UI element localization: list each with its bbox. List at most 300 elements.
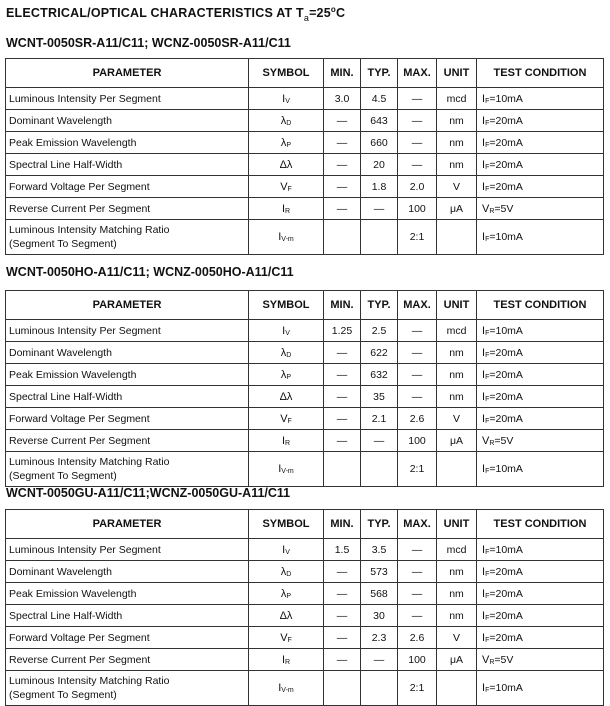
- dash-mark: —: [373, 653, 385, 666]
- min-cell: [324, 452, 361, 487]
- max-cell: [398, 88, 437, 110]
- condition-subscript: F: [485, 185, 490, 193]
- unit-cell: [437, 154, 477, 176]
- test-condition-cell: [477, 605, 604, 627]
- header-symbol: SYMBOL: [249, 510, 324, 539]
- typ-cell: [361, 176, 398, 198]
- typ-cell: [361, 342, 398, 364]
- condition-subscript: F: [485, 163, 490, 171]
- parameter-cell: [6, 320, 249, 342]
- parameter-cell: [6, 627, 249, 649]
- condition-subscript: F: [485, 592, 490, 600]
- condition-subscript: F: [485, 119, 490, 127]
- parameter-label: Reverse Current Per Segment: [9, 434, 151, 447]
- test-condition-cell: [477, 561, 604, 583]
- dash-mark: —: [411, 368, 423, 381]
- unit-cell: [437, 220, 477, 255]
- max-cell: [398, 430, 437, 452]
- dash-mark: —: [336, 114, 348, 127]
- parameter-label: Spectral Line Half-Width: [9, 390, 123, 403]
- typ-cell: [361, 132, 398, 154]
- min-cell: [324, 430, 361, 452]
- dash-mark: —: [336, 346, 348, 359]
- parameter-label: Spectral Line Half-Width: [9, 158, 123, 171]
- unit-value: V: [452, 631, 460, 644]
- symbol-subscript: V: [285, 97, 290, 105]
- test-condition-cell: [477, 430, 604, 452]
- unit-value: nm: [449, 158, 464, 171]
- table-row: [6, 132, 604, 154]
- typ-value: 568: [370, 587, 388, 600]
- header-test-condition: TEST CONDITION: [477, 510, 604, 539]
- max-value: 2:1: [409, 682, 425, 694]
- unit-cell: [437, 320, 477, 342]
- symbol-cell: [249, 561, 324, 583]
- section-title: WCNT-0050GU-A11/C11;WCNZ-0050GU-A11/C11: [6, 486, 291, 500]
- symbol-main: I: [282, 543, 286, 556]
- parameter-cell: [6, 408, 249, 430]
- dash-mark: —: [336, 158, 348, 171]
- condition-subscript: F: [485, 687, 490, 694]
- typ-cell: [361, 561, 398, 583]
- min-value: 1.5: [334, 543, 350, 556]
- max-value: 100: [408, 202, 426, 215]
- test-condition-cell: [477, 176, 604, 198]
- unit-cell: [437, 605, 477, 627]
- header-unit: UNIT: [437, 291, 477, 320]
- condition-subscript: F: [485, 614, 490, 622]
- table-row: [6, 430, 604, 452]
- symbol-subscript: F: [287, 417, 292, 425]
- unit-cell: [437, 649, 477, 671]
- typ-cell: [361, 539, 398, 561]
- unit-value: mcd: [446, 324, 467, 337]
- condition-value: =20mA: [489, 368, 523, 381]
- unit-cell: [437, 176, 477, 198]
- typ-value: 573: [370, 565, 388, 578]
- parameter-label: Dominant Wavelength: [9, 565, 112, 578]
- max-value: 2.6: [409, 631, 425, 644]
- symbol-subscript: V-m: [281, 236, 294, 243]
- unit-value: nm: [449, 114, 464, 127]
- symbol-main: λ: [280, 136, 287, 149]
- condition-value: =20mA: [489, 587, 523, 600]
- unit-cell: [437, 408, 477, 430]
- min-cell: [324, 176, 361, 198]
- table-row: [6, 220, 604, 255]
- test-condition-cell: [477, 539, 604, 561]
- table-row: [6, 88, 604, 110]
- unit-value: nm: [449, 609, 464, 622]
- table-row: [6, 452, 604, 487]
- min-cell: [324, 649, 361, 671]
- condition-symbol: I: [482, 180, 486, 193]
- parameter-cell: [6, 220, 249, 255]
- parameter-cell: [6, 649, 249, 671]
- min-cell: [324, 88, 361, 110]
- symbol-subscript: D: [286, 570, 292, 578]
- parameter-line: Luminous Intensity Matching Ratio: [9, 224, 170, 236]
- max-cell: [398, 605, 437, 627]
- min-cell: [324, 342, 361, 364]
- symbol-cell: [249, 154, 324, 176]
- header-symbol: SYMBOL: [249, 59, 324, 88]
- condition-subscript: F: [485, 373, 490, 381]
- condition-value: =20mA: [489, 136, 523, 149]
- condition-symbol: I: [482, 631, 486, 644]
- condition-symbol: I: [482, 565, 486, 578]
- symbol-subscript: P: [286, 373, 292, 381]
- test-condition-cell: [477, 408, 604, 430]
- typ-cell: [361, 671, 398, 706]
- symbol-main: Δλ: [279, 158, 293, 171]
- unit-value: μA: [449, 202, 464, 215]
- table-row: [6, 539, 604, 561]
- parameter-cell: [6, 132, 249, 154]
- dash-mark: —: [336, 412, 348, 425]
- test-condition-cell: [477, 671, 604, 706]
- dash-mark: —: [411, 324, 423, 337]
- unit-value: nm: [449, 368, 464, 381]
- dash-mark: —: [336, 434, 348, 447]
- symbol-main: λ: [280, 114, 287, 127]
- unit-value: nm: [449, 390, 464, 403]
- max-value: 2:1: [409, 463, 425, 475]
- condition-symbol: I: [482, 368, 486, 381]
- typ-value: 2.1: [371, 412, 387, 425]
- condition-value: =5V: [494, 653, 514, 666]
- symbol-cell: [249, 88, 324, 110]
- condition-value: =20mA: [489, 346, 523, 359]
- symbol-main: I: [278, 463, 282, 475]
- condition-subscript: F: [485, 417, 490, 425]
- dash-mark: —: [336, 180, 348, 193]
- dash-mark: —: [336, 653, 348, 666]
- typ-cell: [361, 430, 398, 452]
- table-row: [6, 408, 604, 430]
- typ-value: 660: [370, 136, 388, 149]
- page-title: [6, 4, 345, 23]
- condition-value: =20mA: [489, 390, 523, 403]
- symbol-subscript: P: [286, 592, 292, 600]
- min-cell: [324, 386, 361, 408]
- spec-table: [5, 290, 604, 487]
- typ-cell: [361, 364, 398, 386]
- max-cell: [398, 408, 437, 430]
- typ-cell: [361, 220, 398, 255]
- symbol-cell: [249, 110, 324, 132]
- unit-value: V: [452, 412, 460, 425]
- title-sub: a: [303, 13, 310, 23]
- max-cell: [398, 364, 437, 386]
- dash-mark: —: [336, 587, 348, 600]
- symbol-subscript: D: [286, 119, 292, 127]
- condition-subscript: R: [489, 207, 495, 215]
- header-max: MAX.: [398, 59, 437, 88]
- max-cell: [398, 649, 437, 671]
- parameter-label: Dominant Wavelength: [9, 114, 112, 127]
- header-typ: TYP.: [361, 59, 398, 88]
- table-row: [6, 583, 604, 605]
- test-condition-cell: [477, 452, 604, 487]
- max-cell: [398, 539, 437, 561]
- table-row: [6, 561, 604, 583]
- unit-cell: [437, 627, 477, 649]
- parameter-label: Peak Emission Wavelength: [9, 368, 137, 381]
- condition-value: =20mA: [489, 631, 523, 644]
- symbol-main: I: [281, 653, 285, 666]
- condition-symbol: I: [482, 609, 486, 622]
- symbol-cell: [249, 220, 324, 255]
- parameter-cell: [6, 364, 249, 386]
- unit-value: μA: [449, 653, 464, 666]
- dash-mark: —: [336, 136, 348, 149]
- unit-cell: [437, 539, 477, 561]
- max-cell: [398, 627, 437, 649]
- symbol-cell: [249, 320, 324, 342]
- header-max: MAX.: [398, 291, 437, 320]
- typ-cell: [361, 386, 398, 408]
- table-row: [6, 154, 604, 176]
- condition-value: =20mA: [489, 412, 523, 425]
- max-cell: [398, 110, 437, 132]
- unit-cell: [437, 561, 477, 583]
- symbol-main: Δλ: [279, 609, 293, 622]
- max-cell: [398, 671, 437, 706]
- header-parameter: PARAMETER: [6, 291, 249, 320]
- parameter-label: Forward Voltage Per Segment: [9, 412, 150, 425]
- condition-subscript: F: [485, 468, 490, 475]
- condition-symbol: I: [482, 346, 486, 359]
- title-suffix: =25: [309, 6, 331, 20]
- typ-cell: [361, 88, 398, 110]
- header-parameter: PARAMETER: [6, 510, 249, 539]
- condition-symbol: V: [482, 202, 490, 215]
- typ-value: 3.5: [371, 543, 387, 556]
- max-cell: [398, 176, 437, 198]
- section-title: WCNT-0050SR-A11/C11; WCNZ-0050SR-A11/C11: [6, 36, 291, 50]
- dash-mark: —: [411, 346, 423, 359]
- header-max: MAX.: [398, 510, 437, 539]
- condition-value: =20mA: [489, 565, 523, 578]
- symbol-cell: [249, 132, 324, 154]
- condition-symbol: I: [482, 231, 486, 243]
- parameter-line: (Segment To Segment): [9, 470, 117, 482]
- unit-value: nm: [449, 136, 464, 149]
- condition-symbol: I: [482, 390, 486, 403]
- typ-cell: [361, 154, 398, 176]
- symbol-main: I: [281, 202, 285, 215]
- unit-cell: [437, 88, 477, 110]
- condition-subscript: F: [485, 395, 490, 403]
- table-row: [6, 320, 604, 342]
- symbol-subscript: D: [286, 351, 292, 359]
- parameter-label: Forward Voltage Per Segment: [9, 631, 150, 644]
- condition-value: =20mA: [489, 609, 523, 622]
- header-unit: UNIT: [437, 59, 477, 88]
- condition-value: =5V: [494, 202, 514, 215]
- max-value: 2:1: [409, 231, 425, 243]
- symbol-cell: [249, 627, 324, 649]
- symbol-main: I: [278, 682, 282, 694]
- condition-symbol: I: [482, 463, 486, 475]
- dash-mark: —: [336, 631, 348, 644]
- min-cell: [324, 561, 361, 583]
- min-value: 3.0: [334, 92, 350, 105]
- parameter-line: Luminous Intensity Matching Ratio: [9, 675, 170, 687]
- symbol-subscript: F: [287, 636, 292, 644]
- dash-mark: —: [411, 92, 423, 105]
- dash-mark: —: [411, 609, 423, 622]
- header-typ: TYP.: [361, 291, 398, 320]
- condition-value: =20mA: [489, 114, 523, 127]
- typ-cell: [361, 408, 398, 430]
- min-cell: [324, 605, 361, 627]
- parameter-label: Peak Emission Wavelength: [9, 587, 137, 600]
- dash-mark: —: [336, 368, 348, 381]
- condition-symbol: I: [482, 587, 486, 600]
- condition-subscript: F: [485, 97, 490, 105]
- min-cell: [324, 110, 361, 132]
- unit-cell: [437, 342, 477, 364]
- condition-subscript: R: [489, 439, 495, 447]
- max-cell: [398, 198, 437, 220]
- condition-value: =10mA: [489, 231, 523, 243]
- unit-cell: [437, 386, 477, 408]
- condition-symbol: V: [482, 653, 490, 666]
- test-condition-cell: [477, 649, 604, 671]
- symbol-subscript: F: [287, 185, 292, 193]
- max-cell: [398, 154, 437, 176]
- min-cell: [324, 408, 361, 430]
- condition-value: =10mA: [489, 543, 523, 556]
- unit-cell: [437, 198, 477, 220]
- max-cell: [398, 583, 437, 605]
- test-condition-cell: [477, 386, 604, 408]
- title-unit: C: [335, 6, 346, 20]
- table-row: [6, 605, 604, 627]
- symbol-subscript: R: [285, 439, 291, 447]
- symbol-cell: [249, 605, 324, 627]
- typ-value: 20: [373, 158, 385, 171]
- symbol-main: V: [280, 180, 288, 193]
- test-condition-cell: [477, 154, 604, 176]
- condition-symbol: I: [482, 136, 486, 149]
- dash-mark: —: [336, 390, 348, 403]
- symbol-main: λ: [280, 587, 287, 600]
- test-condition-cell: [477, 220, 604, 255]
- unit-value: μA: [449, 434, 464, 447]
- symbol-cell: [249, 452, 324, 487]
- typ-value: 643: [370, 114, 388, 127]
- table-row: [6, 386, 604, 408]
- symbol-subscript: R: [285, 658, 291, 666]
- parameter-cell: [6, 583, 249, 605]
- max-value: 2.0: [409, 180, 425, 193]
- condition-value: =20mA: [489, 158, 523, 171]
- min-cell: [324, 154, 361, 176]
- typ-cell: [361, 110, 398, 132]
- test-condition-cell: [477, 583, 604, 605]
- min-cell: [324, 220, 361, 255]
- table-row: [6, 649, 604, 671]
- test-condition-cell: [477, 110, 604, 132]
- parameter-cell: [6, 110, 249, 132]
- typ-value: 4.5: [371, 92, 387, 105]
- spec-table: [5, 58, 604, 255]
- header-row: [6, 291, 604, 320]
- symbol-main: I: [278, 231, 282, 243]
- condition-value: =10mA: [489, 463, 523, 475]
- condition-value: =20mA: [489, 180, 523, 193]
- unit-cell: [437, 110, 477, 132]
- table-row: [6, 342, 604, 364]
- max-value: 100: [408, 434, 426, 447]
- min-cell: [324, 198, 361, 220]
- table-row: [6, 627, 604, 649]
- header-symbol: SYMBOL: [249, 291, 324, 320]
- table-row: [6, 110, 604, 132]
- typ-cell: [361, 627, 398, 649]
- symbol-subscript: V-m: [281, 687, 294, 694]
- unit-value: mcd: [446, 92, 467, 105]
- dash-mark: —: [373, 434, 385, 447]
- parameter-line: (Segment To Segment): [9, 689, 117, 701]
- unit-value: nm: [449, 565, 464, 578]
- max-cell: [398, 220, 437, 255]
- typ-cell: [361, 198, 398, 220]
- parameter-cell: [6, 198, 249, 220]
- symbol-cell: [249, 342, 324, 364]
- typ-value: 622: [370, 346, 388, 359]
- parameter-label: Dominant Wavelength: [9, 346, 112, 359]
- symbol-cell: [249, 364, 324, 386]
- typ-value: 1.8: [371, 180, 387, 193]
- parameter-label: Luminous Intensity Per Segment: [9, 324, 161, 337]
- typ-cell: [361, 649, 398, 671]
- condition-subscript: F: [485, 141, 490, 149]
- max-value: 100: [408, 653, 426, 666]
- dash-mark: —: [336, 609, 348, 622]
- symbol-cell: [249, 430, 324, 452]
- typ-cell: [361, 605, 398, 627]
- max-cell: [398, 561, 437, 583]
- header-test-condition: TEST CONDITION: [477, 291, 604, 320]
- typ-value: 35: [373, 390, 385, 403]
- parameter-line: (Segment To Segment): [9, 238, 117, 250]
- parameter-cell: [6, 342, 249, 364]
- header-test-condition: TEST CONDITION: [477, 59, 604, 88]
- parameter-cell: [6, 539, 249, 561]
- parameter-cell: [6, 605, 249, 627]
- parameter-label: Forward Voltage Per Segment: [9, 180, 150, 193]
- title-prefix: ELECTRICAL/OPTICAL CHARACTERISTICS AT T: [6, 6, 304, 20]
- symbol-main: Δλ: [279, 390, 293, 403]
- min-cell: [324, 132, 361, 154]
- header-typ: TYP.: [361, 510, 398, 539]
- condition-value: =10mA: [489, 92, 523, 105]
- dash-mark: —: [411, 114, 423, 127]
- test-condition-cell: [477, 320, 604, 342]
- symbol-main: V: [280, 631, 288, 644]
- symbol-main: λ: [280, 565, 287, 578]
- condition-value: =10mA: [489, 682, 523, 694]
- table-row: [6, 364, 604, 386]
- min-cell: [324, 583, 361, 605]
- header-parameter: PARAMETER: [6, 59, 249, 88]
- parameter-cell: [6, 88, 249, 110]
- table-row: [6, 198, 604, 220]
